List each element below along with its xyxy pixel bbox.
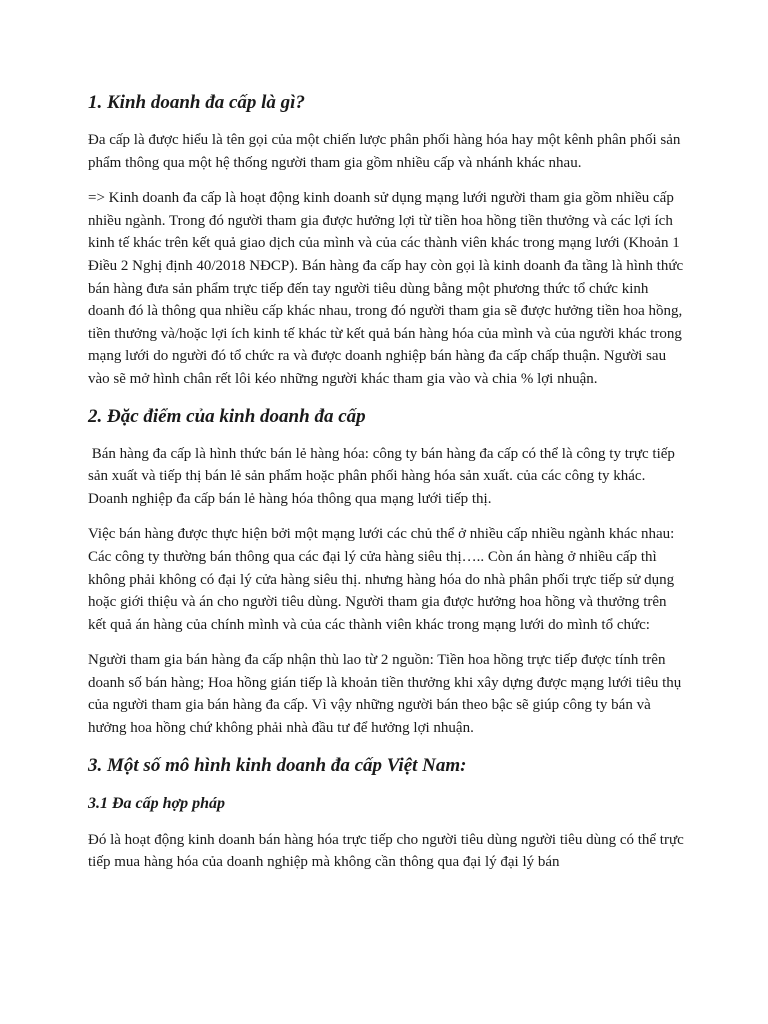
paragraph-retail: Bán hàng đa cấp là hình thức bán lẻ hàng hóa: công ty bán hàng đa cấp có thể là công ty trực tiếp sản xuất và tiếp thị bán lẻ sản phẩm hoặc phân phối hàng hóa sản xuất. của các công ty khác. Doanh nghiệp đa cấp bán lẻ hàng hóa thông qua mạng lưới tiếp thị. bbox=[88, 445, 679, 507]
section-heading-2: 2. Đặc điểm của kinh doanh đa cấp bbox=[88, 405, 366, 427]
paragraph-definition: Đa cấp là được hiểu là tên gọi của một chiến lược phân phối hàng hóa hay một kênh phân phối sản phẩm thông qua một hệ thống người tham gia gồm nhiều cấp và nhánh khác nhau. bbox=[88, 132, 681, 171]
paragraph-legal-mlm: Đó là hoạt động kinh doanh bán hàng hóa trực tiếp cho người tiêu dùng người tiêu dùng có thể trực tiếp mua hàng hóa của doanh nghiệp mà không cần thông qua đại lý đại lý bán bbox=[88, 831, 684, 871]
section-heading-1: 1. Kinh doanh đa cấp là gì? bbox=[88, 92, 305, 113]
subsection-heading-3-1: 3.1 Đa cấp hợp pháp bbox=[88, 794, 226, 812]
paragraph-network: Việc bán hàng được thực hiện bởi một mạng lưới các chủ thể ở nhiều cấp nhiều ngành khác nhau: Các công ty thường bán thông qua các đại lý cửa hàng siêu thị….. Còn án hàng ở nhiều cấp thì không phải không có đại lý cửa hàng siêu thị. nhưng hàng hóa do nhà phân phối trực tiếp sử dụng hoặc giới thiệu và án cho người tiêu dùng. Người tham gia được hưởng hoa hồng và thưởng trên kết quả án hàng của chính mình và của các thành viên khác trong mạng lưới do mình tổ chức: bbox=[88, 526, 675, 633]
paragraph-compensation: Người tham gia bán hàng đa cấp nhận thù lao từ 2 nguồn: Tiền hoa hồng trực tiếp được tính trên doanh số bán hàng; Hoa hồng gián tiếp là khoản tiền thưởng khi xây dựng được mạng lưới tiêu thụ của người tham gia bán hàng đa cấp. Vì vậy những người bán theo bậc sẽ giúp công ty bán và hưởng hoa hồng chứ không phải nhà đầu tư để hưởng lợi nhuận. bbox=[88, 652, 682, 737]
paragraph-explanation: => Kinh doanh đa cấp là hoạt động kinh doanh sử dụng mạng lưới người tham gia gồm nhiều cấp nhiều ngành. Trong đó người tham gia được hưởng lợi từ tiền hoa hồng tiền thưởng và các lợi ích kinh tế khác trên kết quả giao dịch của mình và của các thành viên khác trong mạng lưới (Khoản 1 Điều 2 Nghị định 40/2018 NĐCP). Bán hàng đa cấp hay còn gọi là kinh doanh đa tầng là hình thức bán hàng đưa sản phẩm trực tiếp đến tay người tiêu dùng bằng một phương thức tổ chức kinh doanh đó là thông qua nhiều cấp khác nhau, trong đó người tham gia sẽ được hưởng tiền hoa hồng, tiền thưởng và/hoặc lợi ích kinh tế khác từ kết quả bán hàng hóa của mình và của người khác trong mạng lưới do người đó tổ chức ra và được doanh nghiệp bán hàng đa cấp chấp thuận. Người sau vào sẽ mở hình chân rết lôi kéo những người khác tham gia vào và chia % lợi nhuận. bbox=[88, 190, 684, 387]
section-heading-3: 3. Một số mô hình kinh doanh đa cấp Việt Nam: bbox=[88, 754, 467, 776]
